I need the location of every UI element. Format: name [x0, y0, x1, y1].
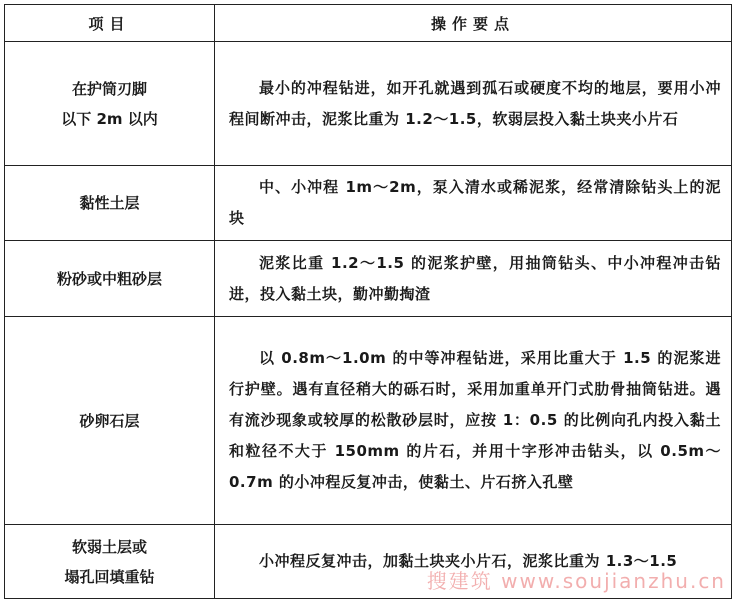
row-points: 以 0.8m～1.0m 的中等冲程钻进，采用比重大于 1.5 的泥浆进行护壁。遇有直径稍大的砾石时，采用加重单开门式肋骨抽筒钻进。遇有流沙现象或较厚的松散砂层时，应按 1：0.5 的比例向孔内投入黏土和粒径不大于 150mm 的片石，并用十字形冲击钻头，以 0.5m～0.7m 的小冲程反复冲击，使黏土、片石挤入孔壁: [215, 317, 732, 525]
operation-table: [4, 4, 732, 599]
watermark: 搜建筑 www.soujianzhu.cn: [426, 569, 726, 593]
row-points: 泥浆比重 1.2～1.5 的泥浆护壁，用抽筒钻头、中小冲程冲击钻进，投入黏土块，勤冲勤掏渣: [215, 241, 732, 317]
row-points: 最小的冲程钻进，如开孔就遇到孤石或硬度不均的地层，要用小冲程间断冲击，泥浆比重为 1.2～1.5，软弱层投入黏土块夹小片石: [215, 42, 732, 166]
row-item-line: 塌孔回填重钻: [64, 567, 155, 586]
row-item-line: 粉砂或中粗砂层: [56, 269, 162, 288]
row-item: [5, 241, 215, 317]
row-item: [5, 42, 215, 166]
row-item-line: 黏性土层: [79, 194, 140, 212]
table-row: [5, 317, 732, 525]
table-row: [5, 42, 732, 166]
header-points: 操作要点: [215, 5, 732, 42]
table-row: [5, 166, 732, 241]
table-header-row: [5, 5, 732, 42]
row-item-line: 砂卵石层: [79, 411, 140, 430]
row-points: 中、小冲程 1m～2m，泵入清水或稀泥浆，经常清除钻头上的泥块: [215, 166, 732, 241]
row-item-line: 软弱土层或: [71, 537, 147, 556]
table-row: [5, 241, 732, 317]
row-item-line: 以下 2m 以内: [61, 109, 158, 128]
row-points: 小冲程反复冲击，加黏土块夹小片石，泥浆比重为 1.3～1.5: [215, 525, 732, 599]
row-item: [5, 166, 215, 241]
header-item: 项目: [5, 5, 215, 42]
row-item: [5, 525, 215, 599]
row-item-line: 在护筒刃脚: [71, 79, 147, 98]
row-item: [5, 317, 215, 525]
